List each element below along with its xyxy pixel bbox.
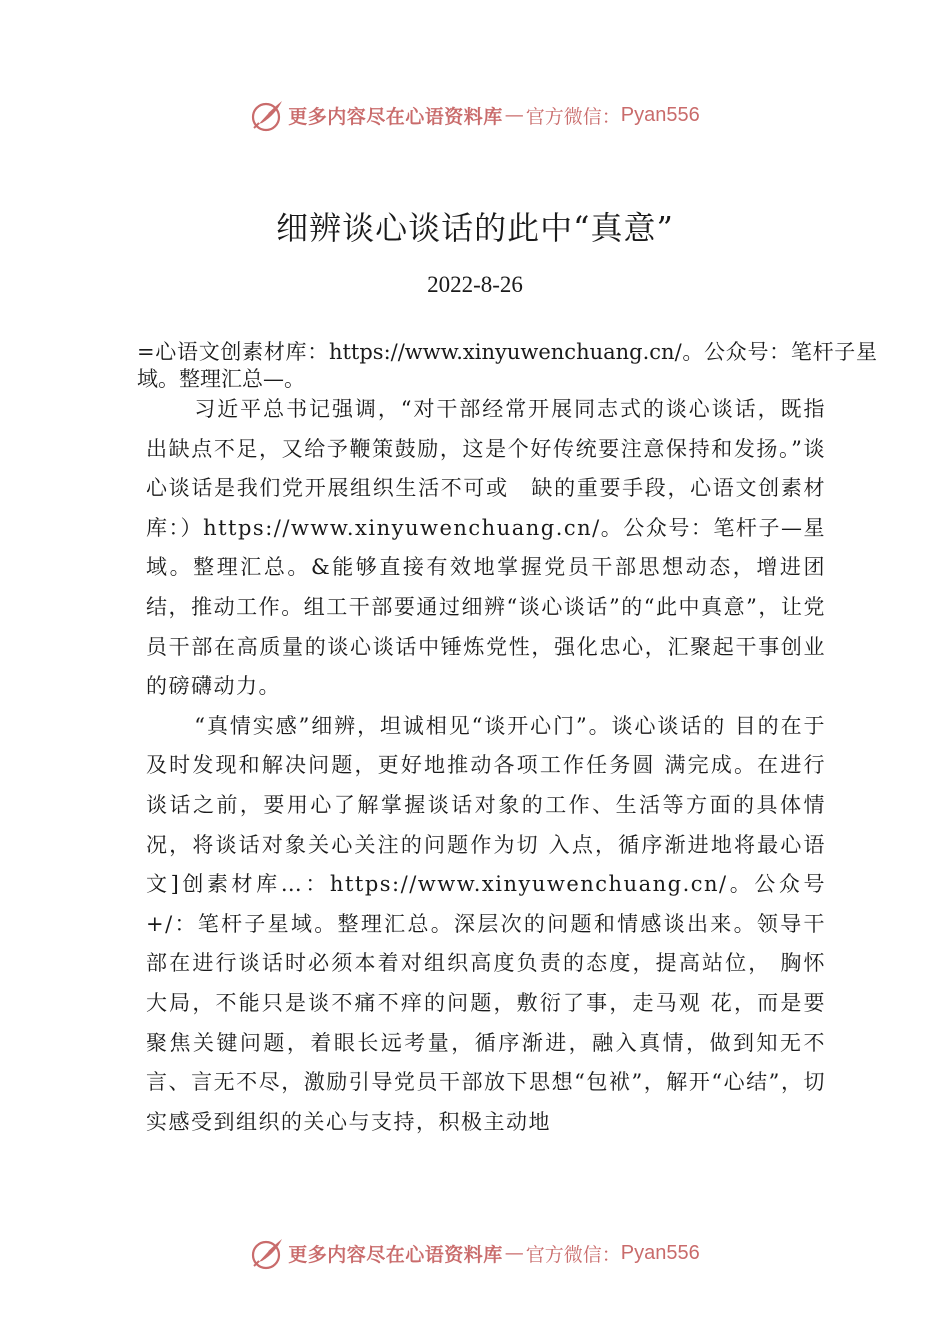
banner-text: 更多内容尽在心语资料库 — [288, 105, 503, 128]
quill-logo-icon — [250, 1235, 286, 1271]
article-body — [146, 390, 826, 1142]
document-title: 细辨谈心谈话的此中“真意” — [276, 209, 674, 247]
footer-banner — [0, 1233, 950, 1273]
banner-dash: — — [504, 104, 524, 126]
banner-wechat-id: Pyan556 — [620, 1241, 700, 1264]
banner-wechat-label: 官方微信： — [525, 105, 621, 128]
banner-dash: — — [504, 1242, 524, 1264]
source-line: =心语文创素材库：https://www.xinyuwenchuang.cn/。公众号：笔杆子星域。整理汇总—。 — [137, 340, 877, 391]
banner-wechat-label: 官方微信： — [525, 1243, 621, 1266]
paragraph: “真情实感”细辨，坦诚相见“谈开心门”。谈心谈话的 目的在于及时发现和解决问题，更好地推动各项工作任务圆 满完成。在进行谈话之前，要用心了解掌握谈话对象的工作、生活等方面的具体情况，将谈话对象关心关注的问题作为切 入点，循序渐进地将最心语文]创素材库…：https://www.xinyuwenchuang.cn/。公众号+/：笔杆子星域。整理汇总。深层次的问题和情感谈出来。领导干 部在进行谈话时必须本着对组织高度负责的态度，提高站位， 胸怀大局，不能只是谈不痛不痒的问题，敷衍了事，走马观 花，而是要聚焦关键问题，着眼长远考量，循序渐进，融入真情，做到知无不言、言无不尽，激励引导党员干部放下思想“包袱”，解开“心结”，切实感受到组织的关心与支持，积极主动地 — [146, 713, 826, 1134]
document-date: 2022-8-26 — [427, 272, 523, 297]
banner-wechat-id: Pyan556 — [620, 103, 700, 126]
paragraph: 习近平总书记强调，“对干部经常开展同志式的谈心谈话，既指出缺点不足，又给予鞭策鼓励，这是个好传统要注意保持和发扬。”谈心谈话是我们党开展组织生活不可或 缺的重要手段，心语文创素材库：）https://www.xinyuwenchuang.cn/。公众号：笔杆子—星域。整理汇总。&能够直接有效地掌握党员干部思想动态，增进团结，推动工作。组工干部要通过细辨“谈心谈话”的“此中真意”，让党员干部在高质量的谈心谈话中锤炼党性，强化忠心，汇聚起干事创业的磅礴动力。 — [146, 397, 826, 699]
quill-logo-icon — [250, 97, 286, 133]
header-banner — [0, 95, 950, 135]
banner-text: 更多内容尽在心语资料库 — [288, 1243, 503, 1266]
